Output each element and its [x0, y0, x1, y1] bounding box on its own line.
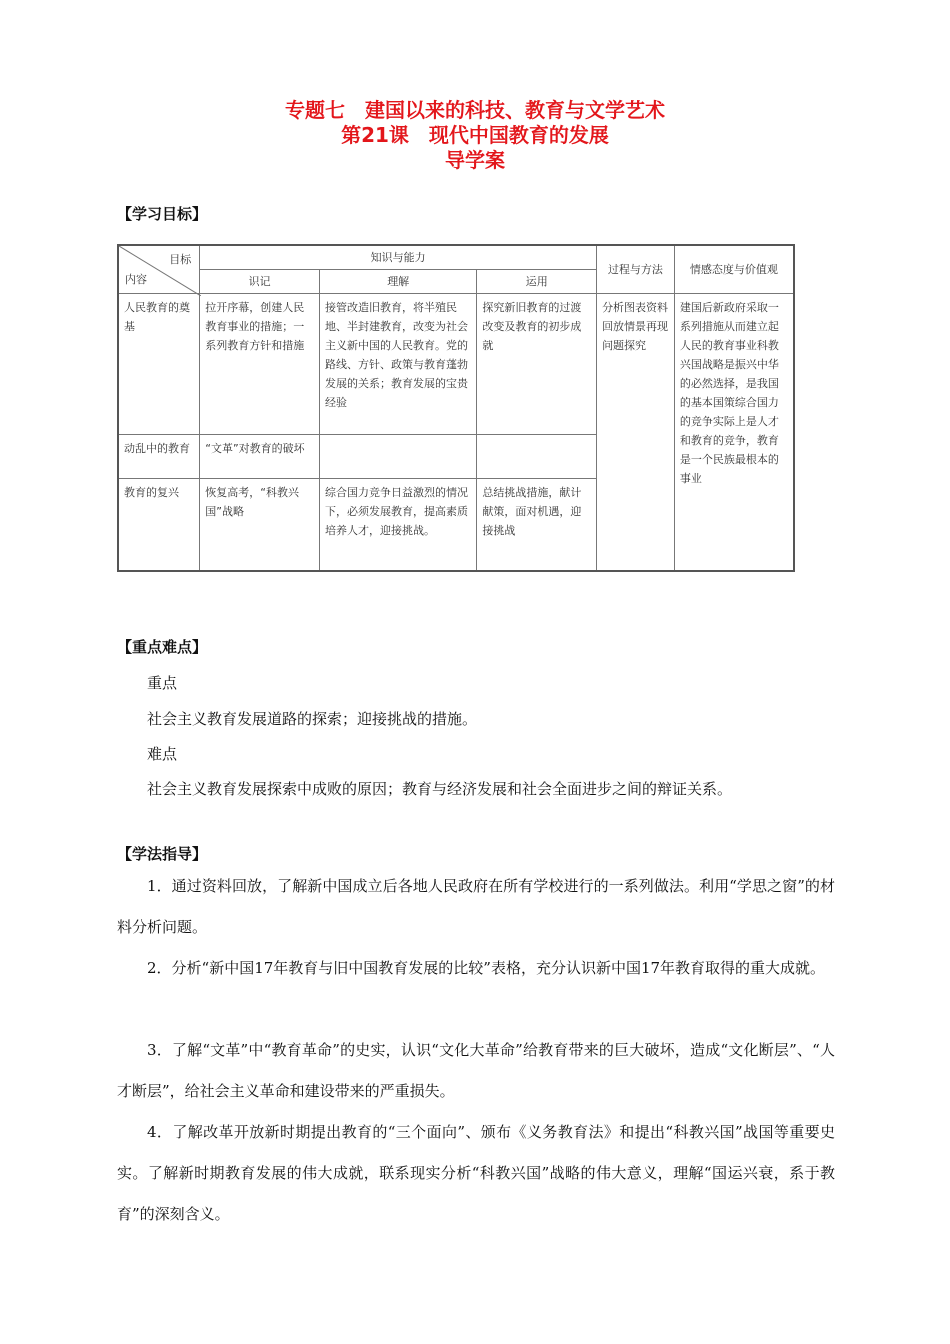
row-apply-cell: 探究新旧教育的过渡改变及教育的初步成就 — [477, 294, 597, 435]
table-row — [118, 294, 794, 435]
attitude-cell: 建国后新政府采取一系列措施从而建立起人民的教育事业科教兴国战略是振兴中华的必然选择，是我国的基本国策综合国力的竞争实际上是人才和教育的竞争，教育是一个民族最根本的事业 — [674, 294, 794, 571]
method-heading: 【学法指导】 — [117, 845, 208, 863]
row-recall-cell: “文革”对教育的破坏 — [200, 434, 320, 478]
process-header: 过程与方法 — [597, 245, 675, 294]
corner-target-label: 目标 — [169, 253, 192, 266]
document-title — [0, 98, 950, 173]
row-apply-cell — [477, 434, 597, 478]
method-item-2: 2．分析“新中国17年教育与旧中国教育发展的比较”表格，充分认识新中国17年教育取得的重大成就。 — [147, 959, 826, 977]
recall-header: 识记 — [200, 270, 320, 294]
understand-header: 理解 — [319, 270, 476, 294]
corner-content-label: 内容 — [125, 273, 147, 287]
row-understand-cell — [319, 434, 476, 478]
key-label: 重点 — [147, 674, 178, 692]
method-item-4: 4．了解改革开放新时期提出教育的“三个面向”、颁布《义务教育法》和提出“科教兴国”战国等重要史实。了解新时期教育发展的伟大成就，联系现实分析“科教兴国”战略的伟大意义，理解“国运兴衰，系于教育”的深刻含义。 — [117, 1123, 835, 1223]
attitude-header: 情感态度与价值观 — [674, 245, 794, 294]
key-text: 社会主义教育发展道路的探索；迎接挑战的措施。 — [147, 710, 478, 728]
lesson-title: 第21课 现代中国教育的发展 — [341, 123, 609, 147]
row-understand-cell: 综合国力竞争日益激烈的情况下，必须发展教育，提高素质培养人才，迎接挑战。 — [319, 479, 476, 571]
goals-table-wrapper — [117, 244, 797, 574]
row-recall-cell: 拉开序幕，创建人民教育事业的措施；一系列教育方针和措施 — [200, 294, 320, 435]
difficult-text: 社会主义教育发展探索中成败的原因；教育与经济发展和社会全面进步之间的辩证关系。 — [147, 780, 733, 798]
row-apply-cell: 总结挑战措施，献计献策，面对机遇，迎接挑战 — [477, 479, 597, 571]
row-content-cell: 动乱中的教育 — [118, 434, 200, 478]
row-understand-cell: 接管改造旧教育，将半殖民地、半封建教育，改变为社会主义新中国的人民教育。党的路线、方针、政策与教育蓬勃发展的关系；教育发展的宝贵经验 — [319, 294, 476, 435]
guide-title: 导学案 — [445, 148, 505, 172]
process-cell: 分析图表资料回放情景再现问题探究 — [597, 294, 675, 571]
method-item-1: 1．通过资料回放，了解新中国成立后各地人民政府在所有学校进行的一系列做法。利用“学思之窗”的材料分析问题。 — [117, 877, 835, 936]
knowledge-header: 知识与能力 — [200, 245, 597, 270]
topic-title: 专题七 建国以来的科技、教育与文学艺术 — [285, 98, 665, 122]
row-content-cell: 教育的复兴 — [118, 479, 200, 571]
keypoints-heading: 【重点难点】 — [117, 638, 208, 656]
difficult-label: 难点 — [147, 745, 178, 763]
row-recall-cell: 恢复高考，“科教兴国”战略 — [200, 479, 320, 571]
goals-table — [117, 244, 795, 572]
apply-header: 运用 — [477, 270, 597, 294]
method-item-3: 3．了解“文革”中“教育革命”的史实，认识“文化大革命”给教育带来的巨大破坏，造成“文化断层”、“人才断层”，给社会主义革命和建设带来的严重损失。 — [117, 1041, 835, 1100]
corner-header-cell — [118, 245, 200, 294]
row-content-cell: 人民教育的奠基 — [118, 294, 200, 435]
goals-heading: 【学习目标】 — [117, 205, 208, 223]
